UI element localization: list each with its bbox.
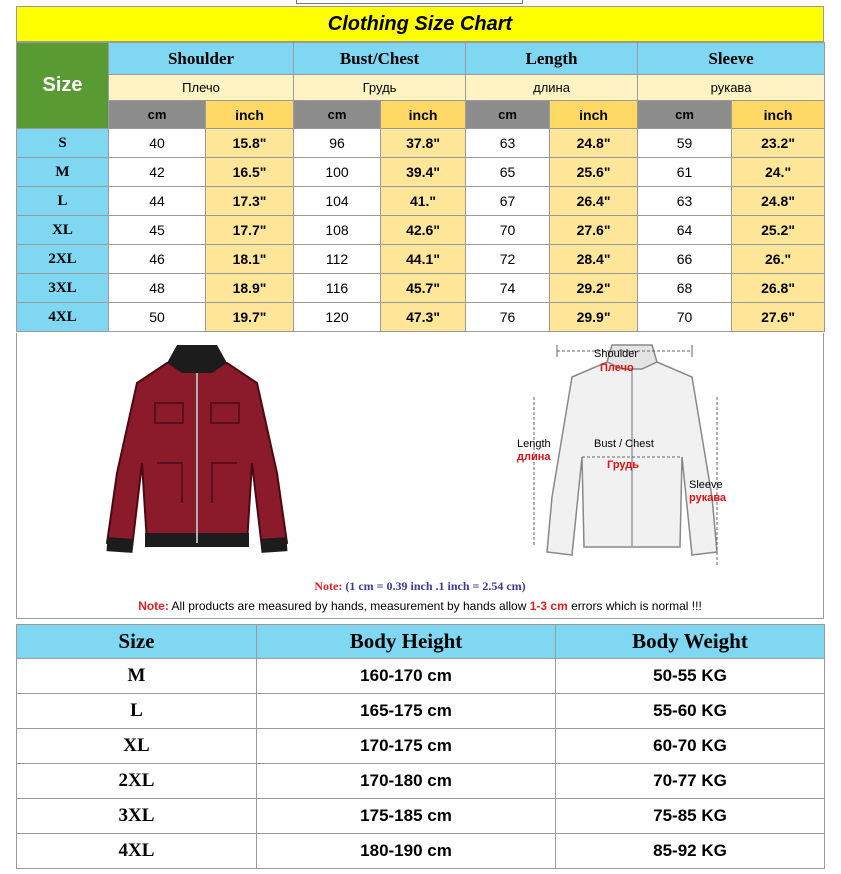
cell-cm: 63 — [638, 187, 732, 216]
cell-inch: 37.8" — [381, 129, 466, 158]
row-weight: 85-92 KG — [556, 834, 825, 869]
cell-cm: 120 — [294, 303, 381, 332]
row-height: 180-190 cm — [257, 834, 556, 869]
cell-inch: 26.8" — [732, 274, 825, 303]
cell-inch: 24." — [732, 158, 825, 187]
cell-cm: 104 — [294, 187, 381, 216]
chart-title: Clothing Size Chart — [16, 6, 824, 42]
cell-inch: 18.9" — [206, 274, 294, 303]
unit-inch: inch — [206, 101, 294, 129]
body-size-table — [16, 624, 825, 869]
cell-inch: 19.7" — [206, 303, 294, 332]
note-text: All products are measured by hands, measurement by hands allow — [168, 599, 530, 613]
cell-cm: 72 — [466, 245, 550, 274]
cell-inch: 25.2" — [732, 216, 825, 245]
row-height: 160-170 cm — [257, 659, 556, 694]
cell-inch: 29.2" — [550, 274, 638, 303]
note-text: errors which is normal !!! — [567, 599, 702, 613]
conversion-text: (1 cm = 0.39 inch .1 inch = 2.54 cm) — [342, 579, 526, 593]
cell-cm: 63 — [466, 129, 550, 158]
cell-cm: 66 — [638, 245, 732, 274]
cell-cm: 67 — [466, 187, 550, 216]
cell-cm: 61 — [638, 158, 732, 187]
row-weight: 75-85 KG — [556, 799, 825, 834]
row-weight: 60-70 KG — [556, 729, 825, 764]
row-size: M — [17, 659, 257, 694]
label-bust-ru: Грудь — [607, 459, 639, 471]
cell-inch: 29.9" — [550, 303, 638, 332]
unit-inch: inch — [381, 101, 466, 129]
table-row — [17, 274, 825, 303]
row-size-label: M — [17, 158, 109, 187]
note-label: Note: — [138, 599, 169, 613]
cell-inch: 26." — [732, 245, 825, 274]
label-length: Length — [517, 438, 551, 450]
label-sleeve-ru: рукава — [689, 492, 727, 504]
row-height: 170-175 cm — [257, 729, 556, 764]
label-shoulder: Shoulder — [594, 348, 639, 360]
cell-cm: 50 — [109, 303, 206, 332]
group-bust: Bust/Chest — [294, 43, 466, 75]
row-size: XL — [17, 729, 257, 764]
label-sleeve: Sleeve — [689, 479, 723, 491]
size-header: Size — [17, 43, 109, 129]
cell-inch: 17.7" — [206, 216, 294, 245]
group-shoulder-ru: Плечо — [109, 75, 294, 101]
table-row — [17, 764, 825, 799]
table-row — [17, 799, 825, 834]
cell-cm: 59 — [638, 129, 732, 158]
cell-cm: 40 — [109, 129, 206, 158]
header-weight: Body Weight — [556, 625, 825, 659]
unit-cm: cm — [638, 101, 732, 129]
cell-inch: 15.8" — [206, 129, 294, 158]
cell-inch: 47.3" — [381, 303, 466, 332]
cell-cm: 76 — [466, 303, 550, 332]
cell-inch: 44.1" — [381, 245, 466, 274]
cell-cm: 70 — [638, 303, 732, 332]
label-bust: Bust / Chest — [594, 438, 654, 450]
cell-inch: 42.6" — [381, 216, 466, 245]
cell-cm: 74 — [466, 274, 550, 303]
note-label: Note: — [314, 579, 343, 593]
cell-inch: 24.8" — [550, 129, 638, 158]
cell-cm: 112 — [294, 245, 381, 274]
cell-cm: 45 — [109, 216, 206, 245]
measurement-note — [17, 599, 823, 613]
cell-inch: 27.6" — [550, 216, 638, 245]
table-row — [17, 129, 825, 158]
row-size: 3XL — [17, 799, 257, 834]
cell-cm: 65 — [466, 158, 550, 187]
table-row — [17, 303, 825, 332]
cell-inch: 23.2" — [732, 129, 825, 158]
table-row — [17, 158, 825, 187]
cell-inch: 17.3" — [206, 187, 294, 216]
row-size-label: L — [17, 187, 109, 216]
cell-cm: 68 — [638, 274, 732, 303]
top-strip — [296, 0, 523, 4]
cell-cm: 70 — [466, 216, 550, 245]
row-weight: 55-60 KG — [556, 694, 825, 729]
cell-cm: 44 — [109, 187, 206, 216]
note-highlight: 1-3 cm — [529, 599, 568, 613]
table-row — [17, 729, 825, 764]
table-row — [17, 187, 825, 216]
table-row — [17, 694, 825, 729]
unit-inch: inch — [732, 101, 825, 129]
row-size-label: 2XL — [17, 245, 109, 274]
cell-inch: 27.6" — [732, 303, 825, 332]
row-size-label: XL — [17, 216, 109, 245]
table-row — [17, 245, 825, 274]
cell-cm: 64 — [638, 216, 732, 245]
cell-cm: 42 — [109, 158, 206, 187]
header-size: Size — [17, 625, 257, 659]
product-image-panel — [16, 333, 824, 619]
header-height: Body Height — [257, 625, 556, 659]
row-size: 2XL — [17, 764, 257, 799]
unit-cm: cm — [109, 101, 206, 129]
group-shoulder: Shoulder — [109, 43, 294, 75]
cell-cm: 48 — [109, 274, 206, 303]
row-size-label: 4XL — [17, 303, 109, 332]
group-length: Length — [466, 43, 638, 75]
row-size-label: S — [17, 129, 109, 158]
table-row — [17, 216, 825, 245]
cell-cm: 108 — [294, 216, 381, 245]
unit-cm: cm — [466, 101, 550, 129]
cell-inch: 18.1" — [206, 245, 294, 274]
table-row — [17, 834, 825, 869]
table-row — [17, 659, 825, 694]
cell-cm: 116 — [294, 274, 381, 303]
row-height: 170-180 cm — [257, 764, 556, 799]
measurement-diagram — [512, 337, 752, 573]
cell-cm: 96 — [294, 129, 381, 158]
cell-inch: 45.7" — [381, 274, 466, 303]
cell-cm: 46 — [109, 245, 206, 274]
unit-inch: inch — [550, 101, 638, 129]
cell-inch: 16.5" — [206, 158, 294, 187]
cell-cm: 100 — [294, 158, 381, 187]
group-sleeve-ru: рукава — [638, 75, 825, 101]
row-weight: 50-55 KG — [556, 659, 825, 694]
label-shoulder-ru: Плечо — [600, 362, 634, 374]
row-height: 165-175 cm — [257, 694, 556, 729]
row-height: 175-185 cm — [257, 799, 556, 834]
label-length-ru: длина — [517, 451, 551, 463]
cell-inch: 28.4" — [550, 245, 638, 274]
conversion-note — [17, 579, 823, 594]
group-length-ru: длина — [466, 75, 638, 101]
size-chart-table — [16, 42, 825, 332]
unit-cm: cm — [294, 101, 381, 129]
row-size: 4XL — [17, 834, 257, 869]
group-sleeve: Sleeve — [638, 43, 825, 75]
cell-inch: 39.4" — [381, 158, 466, 187]
cell-inch: 24.8" — [732, 187, 825, 216]
cell-inch: 25.6" — [550, 158, 638, 187]
group-bust-ru: Грудь — [294, 75, 466, 101]
cell-inch: 26.4" — [550, 187, 638, 216]
row-size: L — [17, 694, 257, 729]
jacket-photo — [97, 343, 297, 563]
cell-inch: 41." — [381, 187, 466, 216]
row-weight: 70-77 KG — [556, 764, 825, 799]
row-size-label: 3XL — [17, 274, 109, 303]
